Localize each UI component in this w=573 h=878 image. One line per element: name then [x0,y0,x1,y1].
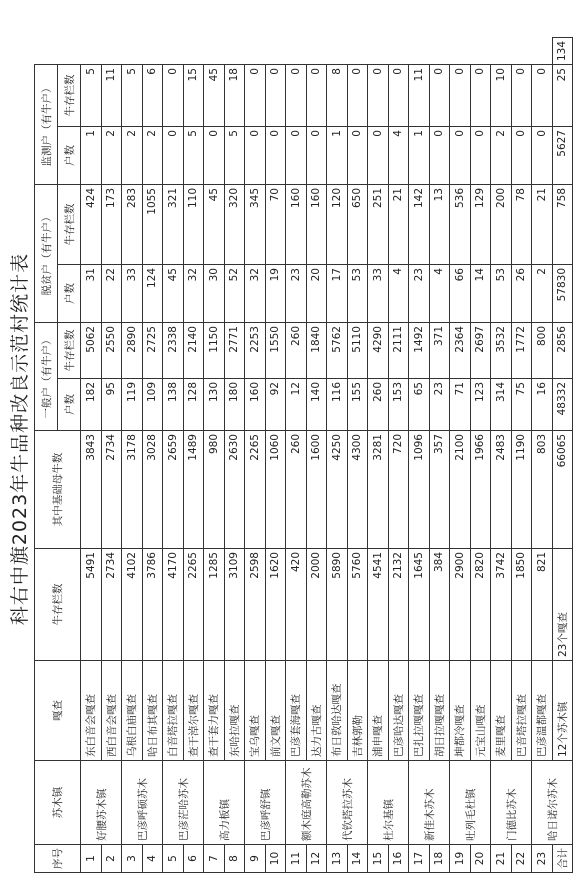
cell-fertile: 3281 [368,431,389,549]
cell-poor-stock: 200 [491,185,512,265]
cell-general-households: 16 [532,379,553,431]
header-cattle: 牛存栏数 [35,549,81,661]
cell-general-households: 65 [409,379,430,431]
cell-seq: 2 [101,845,122,873]
table-row [532,37,553,872]
cell-village: 西白音会嘎查 [101,661,122,761]
cell-general-stock: 4290 [368,323,389,379]
cell-monitor-stock: 0 [532,65,553,127]
table-row [409,37,430,872]
cell-general-stock: 2771 [224,323,245,379]
cell-cattle: 2000 [306,549,327,661]
cell-cattle: 5760 [347,549,368,661]
cell-monitor-stock: 0 [347,65,368,127]
cell-monitor-stock: 6 [142,65,163,127]
cell-poor-stock: 129 [470,185,491,265]
cell-poor-households: 32 [183,265,204,323]
cell-general-stock: 2550 [101,323,122,379]
cell-fertile: 980 [204,431,225,549]
cell-general-stock: 2364 [450,323,471,379]
cell-village: 麦里嘎查 [491,661,512,761]
cell-general-stock: 2697 [470,323,491,379]
cell-cattle: 1620 [265,549,286,661]
cell-monitor-households: 0 [532,127,553,185]
cell-poor-stock: 283 [122,185,143,265]
cell-village: 乌根白庙嘎查 [122,661,143,761]
cell-general-stock: 1492 [409,323,430,379]
cell-fertile: 357 [429,431,450,549]
cell-monitor-households: 1 [409,127,430,185]
cell-monitor-households: 4 [388,127,409,185]
cell-cattle: 3786 [142,549,163,661]
cell-cattle: 420 [286,549,307,661]
cell-cattle: 2900 [450,549,471,661]
cell-village: 宝乌嘎查 [245,661,266,761]
cell-poor-stock: 251 [368,185,389,265]
cell-poor-stock: 321 [163,185,184,265]
cell-village: 巴彦哈达嘎查 [388,661,409,761]
cell-monitor-households: 0 [286,127,307,185]
total-poor-stock: 5627 [552,127,573,185]
cell-monitor-households: 0 [450,127,471,185]
cell-monitor-stock: 11 [409,65,430,127]
cell-town: 代钦塔拉苏木 [327,761,368,845]
cell-cattle: 4541 [368,549,389,661]
cell-village: 浦申嘎查 [368,661,389,761]
cell-poor-households: 14 [470,265,491,323]
cell-fertile: 3028 [142,431,163,549]
total-general-stock: 57830 [552,265,573,323]
cell-fertile: 1600 [306,431,327,549]
cell-village: 元宝山嘎查 [470,661,491,761]
cell-village: 巴彦温都嘎查 [532,661,553,761]
cell-seq: 7 [204,845,225,873]
cell-fertile: 4300 [347,431,368,549]
cell-poor-stock: 21 [532,185,553,265]
cell-poor-stock: 13 [429,185,450,265]
cell-general-households: 260 [368,379,389,431]
table-row [265,37,286,872]
cell-poor-households: 53 [347,265,368,323]
header-monitor-stock: 牛存栏数 [58,65,81,127]
cell-general-stock: 1150 [204,323,225,379]
cell-general-stock: 3532 [491,323,512,379]
cell-poor-households: 30 [204,265,225,323]
cell-cattle: 1645 [409,549,430,661]
cell-town: 哈日诺尔苏木 [532,761,573,845]
cell-town: 门德比苏木 [491,761,532,845]
cell-seq: 3 [122,845,143,873]
cell-fertile: 4250 [327,431,348,549]
cell-fertile: 1489 [183,431,204,549]
cell-fertile: 1966 [470,431,491,549]
statistics-table [34,37,573,873]
cell-seq: 1 [81,845,102,873]
table-row [204,37,225,872]
cell-general-households: 123 [470,379,491,431]
cell-poor-households: 22 [101,265,122,323]
cell-fertile: 2659 [163,431,184,549]
cell-monitor-stock: 15 [183,65,204,127]
cell-cattle: 5890 [327,549,348,661]
cell-village: 查干淖尔嘎查 [183,661,204,761]
cell-poor-stock: 1055 [142,185,163,265]
cell-village: 东哈拉嘎查 [224,661,245,761]
cell-monitor-stock: 0 [163,65,184,127]
table-row [286,37,307,872]
cell-monitor-households: 0 [368,127,389,185]
cell-seq: 15 [368,845,389,873]
cell-poor-households: 19 [265,265,286,323]
cell-town: 新佳木苏木 [409,761,450,845]
cell-seq: 18 [429,845,450,873]
cell-monitor-households: 0 [347,127,368,185]
cell-poor-households: 33 [368,265,389,323]
cell-poor-households: 26 [511,265,532,323]
total-general-households: 2856 [552,323,573,379]
header-row-1 [35,37,58,872]
cell-poor-households: 31 [81,265,102,323]
cell-general-stock: 5110 [347,323,368,379]
cell-fertile: 3843 [81,431,102,549]
cell-poor-households: 45 [163,265,184,323]
header-town: 苏木镇 [35,761,81,845]
cell-poor-stock: 424 [81,185,102,265]
cell-monitor-stock: 0 [245,65,266,127]
cell-monitor-households: 5 [224,127,245,185]
cell-general-households: 140 [306,379,327,431]
cell-monitor-stock: 0 [511,65,532,127]
cell-general-stock: 2890 [122,323,143,379]
cell-general-stock: 800 [532,323,553,379]
header-poor: 脱贫户（有牛户） [35,185,58,323]
cell-monitor-households: 0 [511,127,532,185]
cell-poor-stock: 320 [224,185,245,265]
cell-seq: 10 [265,845,286,873]
table-row [163,37,184,872]
cell-monitor-households: 2 [122,127,143,185]
header-poor-households: 户数 [58,265,81,323]
cell-seq: 8 [224,845,245,873]
cell-monitor-stock: 11 [101,65,122,127]
cell-poor-stock: 142 [409,185,430,265]
cell-poor-stock: 160 [306,185,327,265]
cell-cattle: 3742 [491,549,512,661]
cell-cattle: 2598 [245,549,266,661]
cell-poor-stock: 345 [245,185,266,265]
cell-poor-stock: 110 [183,185,204,265]
cell-general-households: 180 [224,379,245,431]
cell-monitor-households: 2 [101,127,122,185]
cell-general-stock: 5762 [327,323,348,379]
cell-cattle: 4170 [163,549,184,661]
cell-general-households: 12 [286,379,307,431]
header-monitor-households: 户数 [58,127,81,185]
cell-poor-stock: 536 [450,185,471,265]
cell-monitor-households: 5 [183,127,204,185]
cell-general-households: 23 [429,379,450,431]
total-monitor-stock: 134 [552,37,573,64]
cell-monitor-stock: 5 [122,65,143,127]
cell-cattle: 384 [429,549,450,661]
cell-poor-households: 33 [122,265,143,323]
cell-cattle: 2265 [183,549,204,661]
table-row [183,37,204,872]
cell-poor-stock: 650 [347,185,368,265]
header-general: 一般户（有牛户） [35,323,58,431]
cell-monitor-stock: 0 [265,65,286,127]
cell-fertile: 1190 [511,431,532,549]
cell-general-households: 130 [204,379,225,431]
total-monitor-households: 25 [552,65,573,127]
total-fertile: 48332 [552,379,573,431]
document-title: 科右中旗2023年牛品种改良示范村统计表 [9,252,31,626]
cell-monitor-households: 1 [81,127,102,185]
cell-monitor-households: 0 [163,127,184,185]
cell-town: 杜尔基镇 [368,761,409,845]
header-village: 嘎查 [35,661,81,761]
cell-monitor-households: 1 [327,127,348,185]
cell-village: 巴彦套海嘎查 [286,661,307,761]
cell-cattle: 821 [532,549,553,661]
cell-village: 东白音会嘎查 [81,661,102,761]
cell-poor-stock: 160 [286,185,307,265]
cell-general-households: 109 [142,379,163,431]
cell-general-stock: 371 [429,323,450,379]
cell-cattle: 1285 [204,549,225,661]
cell-seq: 14 [347,845,368,873]
cell-cattle: 3109 [224,549,245,661]
cell-monitor-stock: 0 [388,65,409,127]
header-monitor: 监测户（有牛户） [35,65,58,185]
cell-village: 前文嘎查 [265,661,286,761]
header-fertile: 其中基础母牛数 [35,431,81,549]
cell-monitor-stock: 0 [450,65,471,127]
cell-general-households: 75 [511,379,532,431]
table-row [470,37,491,872]
cell-town: 巴彦呼硕苏木 [122,761,163,845]
cell-village: 达力古嘎查 [306,661,327,761]
cell-monitor-stock: 18 [224,65,245,127]
cell-town: 巴彦呼舒镇 [245,761,286,845]
table-row [347,37,368,872]
cell-village: 白音塔拉嘎查 [163,661,184,761]
table-row [388,37,409,872]
cell-village: 巴音塔拉嘎查 [511,661,532,761]
cell-village: 查干套力嘎查 [204,661,225,761]
cell-poor-stock: 45 [204,185,225,265]
cell-poor-households: 52 [224,265,245,323]
cell-poor-stock: 120 [327,185,348,265]
cell-general-stock: 2253 [245,323,266,379]
cell-poor-households: 4 [388,265,409,323]
total-village: 23个嘎查 [552,549,573,661]
cell-fertile: 2265 [245,431,266,549]
cell-monitor-stock: 8 [327,65,348,127]
table-row [142,37,163,872]
header-seq: 序号 [35,845,81,873]
cell-monitor-stock: 0 [306,65,327,127]
total-row [552,37,573,872]
cell-general-households: 116 [327,379,348,431]
cell-monitor-households: 0 [265,127,286,185]
cell-monitor-stock: 0 [429,65,450,127]
total-cattle: 66065 [552,431,573,549]
cell-seq: 4 [142,845,163,873]
cell-seq: 12 [306,845,327,873]
total-town: 12个苏木镇 [552,661,573,761]
table-row [245,37,266,872]
cell-village: 巴扎拉嘎嘎查 [409,661,430,761]
cell-general-households: 182 [81,379,102,431]
cell-monitor-stock: 0 [368,65,389,127]
cell-general-households: 92 [265,379,286,431]
table-row [511,37,532,872]
table-row [327,37,348,872]
cell-monitor-households: 0 [306,127,327,185]
cell-fertile: 720 [388,431,409,549]
total-label: 合计 [552,845,573,873]
cell-seq: 11 [286,845,307,873]
cell-cattle: 1850 [511,549,532,661]
cell-seq: 5 [163,845,184,873]
table-row [429,37,450,872]
cell-village: 哈日布其嘎查 [142,661,163,761]
cell-fertile: 1060 [265,431,286,549]
table-row [122,37,143,872]
cell-fertile: 2100 [450,431,471,549]
cell-monitor-households: 0 [429,127,450,185]
cell-seq: 20 [470,845,491,873]
cell-general-households: 155 [347,379,368,431]
cell-monitor-stock: 0 [286,65,307,127]
table-row [81,37,102,872]
cell-village: 布日敦哈达嘎查 [327,661,348,761]
cell-monitor-stock: 5 [81,65,102,127]
table-row [450,37,471,872]
header-general-stock: 牛存栏数 [58,323,81,379]
cell-general-stock: 2725 [142,323,163,379]
cell-seq: 6 [183,845,204,873]
cell-monitor-stock: 10 [491,65,512,127]
cell-general-households: 95 [101,379,122,431]
cell-seq: 19 [450,845,471,873]
cell-general-stock: 1840 [306,323,327,379]
cell-poor-stock: 70 [265,185,286,265]
cell-seq: 21 [491,845,512,873]
cell-general-stock: 260 [286,323,307,379]
header-poor-stock: 牛存栏数 [58,185,81,265]
cell-poor-stock: 78 [511,185,532,265]
table-row [368,37,389,872]
cell-monitor-households: 2 [491,127,512,185]
cell-monitor-households: 0 [204,127,225,185]
cell-town: 额木庭高勒苏木 [286,761,327,845]
cell-general-stock: 1772 [511,323,532,379]
cell-cattle: 2820 [470,549,491,661]
cell-general-households: 138 [163,379,184,431]
cell-general-households: 160 [245,379,266,431]
cell-general-households: 119 [122,379,143,431]
cell-fertile: 2630 [224,431,245,549]
cell-general-households: 128 [183,379,204,431]
cell-town: 高力板镇 [204,761,245,845]
cell-seq: 9 [245,845,266,873]
cell-fertile: 3178 [122,431,143,549]
table-row [101,37,122,872]
cell-seq: 22 [511,845,532,873]
cell-general-households: 153 [388,379,409,431]
cell-fertile: 803 [532,431,553,549]
cell-village: 吉林郭勒 [347,661,368,761]
cell-town: 吐列毛杜镇 [450,761,491,845]
cell-general-stock: 2338 [163,323,184,379]
cell-village: 坤都冷嘎查 [450,661,471,761]
cell-monitor-households: 2 [142,127,163,185]
cell-town: 巴彦茫哈苏木 [163,761,204,845]
cell-poor-stock: 173 [101,185,122,265]
cell-general-stock: 5062 [81,323,102,379]
cell-cattle: 5491 [81,549,102,661]
cell-poor-households: 23 [286,265,307,323]
cell-seq: 17 [409,845,430,873]
cell-seq: 16 [388,845,409,873]
cell-general-stock: 2111 [388,323,409,379]
cell-poor-stock: 21 [388,185,409,265]
cell-cattle: 2734 [101,549,122,661]
header-general-households: 户数 [58,379,81,431]
cell-seq: 23 [532,845,553,873]
cell-monitor-stock: 45 [204,65,225,127]
cell-poor-households: 66 [450,265,471,323]
cell-poor-households: 32 [245,265,266,323]
cell-poor-households: 17 [327,265,348,323]
cell-cattle: 2132 [388,549,409,661]
cell-monitor-households: 0 [245,127,266,185]
cell-general-stock: 1550 [265,323,286,379]
table-row [306,37,327,872]
cell-poor-households: 23 [409,265,430,323]
cell-general-households: 71 [450,379,471,431]
table-body [35,37,573,872]
cell-village: 胡日拉嘎嘎查 [429,661,450,761]
cell-fertile: 2734 [101,431,122,549]
cell-general-stock: 2140 [183,323,204,379]
cell-poor-households: 20 [306,265,327,323]
table-row [224,37,245,872]
cell-cattle: 4102 [122,549,143,661]
cell-poor-households: 53 [491,265,512,323]
cell-poor-households: 2 [532,265,553,323]
cell-poor-households: 124 [142,265,163,323]
cell-town: 好腰苏木镇 [81,761,122,845]
cell-seq: 13 [327,845,348,873]
cell-general-households: 314 [491,379,512,431]
cell-fertile: 2483 [491,431,512,549]
total-poor-households: 758 [552,185,573,265]
table-row [491,37,512,872]
cell-fertile: 1096 [409,431,430,549]
cell-poor-households: 4 [429,265,450,323]
cell-fertile: 260 [286,431,307,549]
cell-monitor-households: 0 [470,127,491,185]
cell-monitor-stock: 0 [470,65,491,127]
